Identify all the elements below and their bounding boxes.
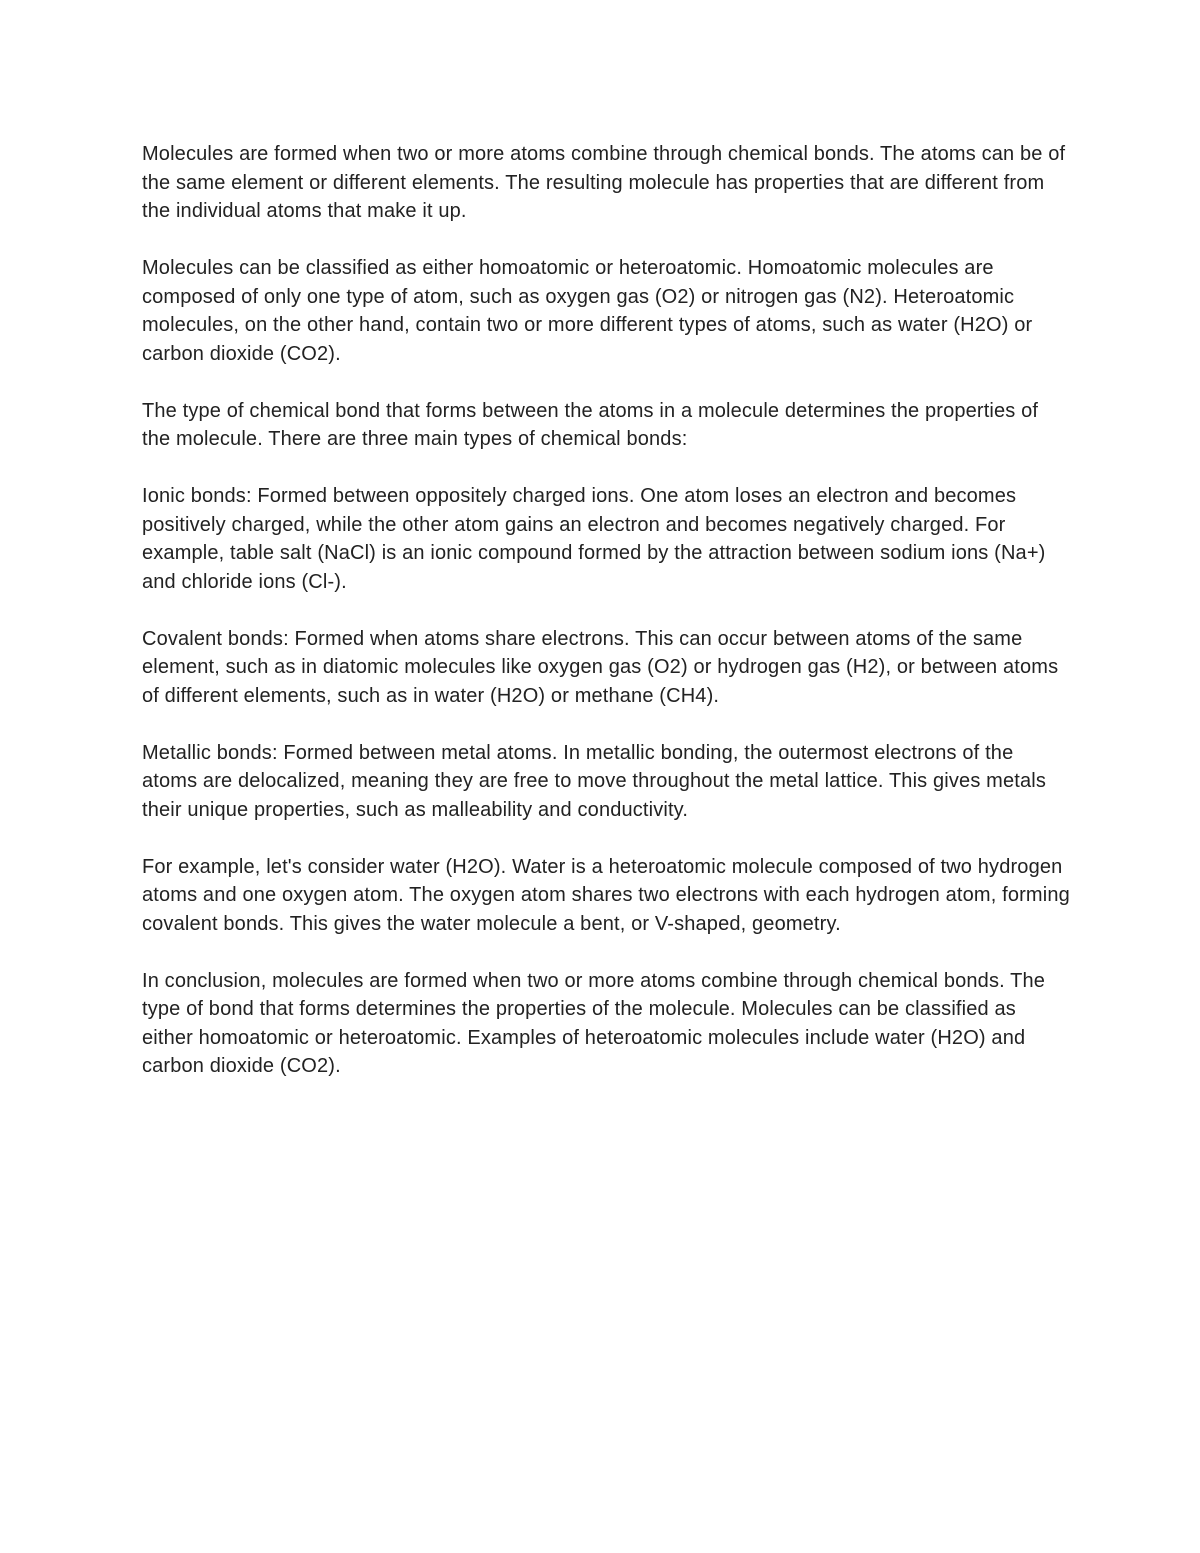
paragraph-classification: Molecules can be classified as either homoatomic or heteroatomic. Homoatomic molecules are composed of only one type of atom, such as oxygen gas (O2) or nitrogen gas (N2). Heteroatomic molecules, on the other hand, contain two or more different types of atoms, such as water (H2O) or carbon dioxide (CO2). (142, 257, 1033, 365)
paragraph-water-example: For example, let's consider water (H2O). Water is a heteroatomic molecule composed of two hydrogen atoms and one oxygen atom. The oxygen atom shares two electrons with each hydrogen atom, forming covalent bonds. This gives the water molecule a bent, or V-shaped, geometry. (142, 855, 1070, 935)
paragraph-conclusion: In conclusion, molecules are formed when two or more atoms combine through chemical bonds. The type of bond that forms determines the properties of the molecule. Molecules can be classified as either homoatomic or heteroatomic. Examples of heteroatomic molecules include water (H2O) and carbon dioxide (CO2). (142, 969, 1046, 1077)
paragraph-bond-types: The type of chemical bond that forms between the atoms in a molecule determines the properties of the molecule. There are three main types of chemical bonds: (142, 399, 1039, 450)
paragraph-metallic-bonds: Metallic bonds: Formed between metal atoms. In metallic bonding, the outermost electrons of the atoms are delocalized, meaning they are free to move throughout the metal lattice. This gives metals their unique properties, such as malleability and conductivity. (142, 741, 1046, 821)
paragraph-ionic-bonds: Ionic bonds: Formed between oppositely charged ions. One atom loses an electron and becomes positively charged, while the other atom gains an electron and becomes negatively charged. For example, table salt (NaCl) is an ionic compound formed by the attraction between sodium ions (Na+) and chloride ions (Cl-). (142, 485, 1046, 593)
paragraph-covalent-bonds: Covalent bonds: Formed when atoms share electrons. This can occur between atoms of the same element, such as in diatomic molecules like oxygen gas (O2) or hydrogen gas (H2), or between atoms of different elements, such as in water (H2O) or methane (CH4). (142, 627, 1059, 707)
paragraph-intro: Molecules are formed when two or more atoms combine through chemical bonds. The atoms can be of the same element or different elements. The resulting molecule has properties that are different from the individual atoms that make it up. (142, 143, 1066, 222)
document-body (142, 140, 1072, 1109)
